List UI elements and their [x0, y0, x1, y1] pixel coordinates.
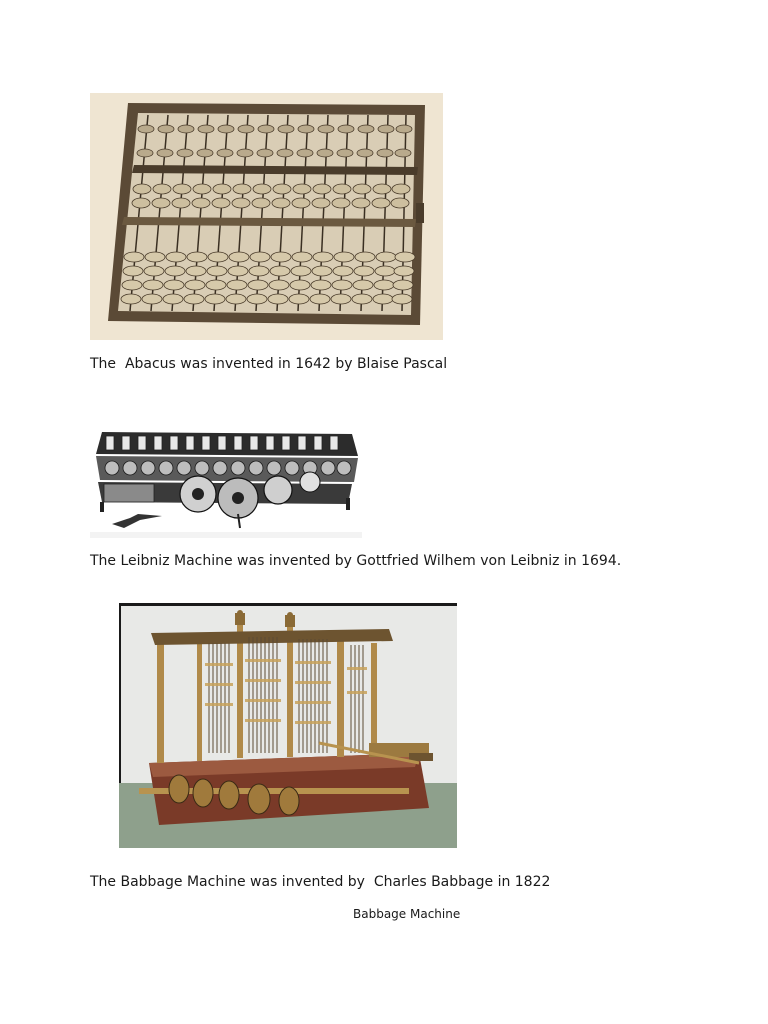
babbage-machine-photo: [119, 603, 457, 848]
abacus-illustration: [90, 93, 443, 340]
leibniz-machine-photo: [90, 424, 362, 538]
abacus-photo: [90, 93, 443, 340]
babbage-machine-label: Babbage Machine: [353, 907, 461, 921]
leibniz-machine-illustration: [90, 424, 362, 538]
abacus-caption: The Abacus was invented in 1642 by Blaise Pascal: [90, 356, 448, 372]
babbage-machine-illustration: [119, 603, 457, 848]
leibniz-caption: The Leibniz Machine was invented by Gottfried Wilhem von Leibniz in 1694.: [90, 553, 622, 569]
babbage-caption: The Babbage Machine was invented by Charles Babbage in 1822: [90, 874, 551, 890]
